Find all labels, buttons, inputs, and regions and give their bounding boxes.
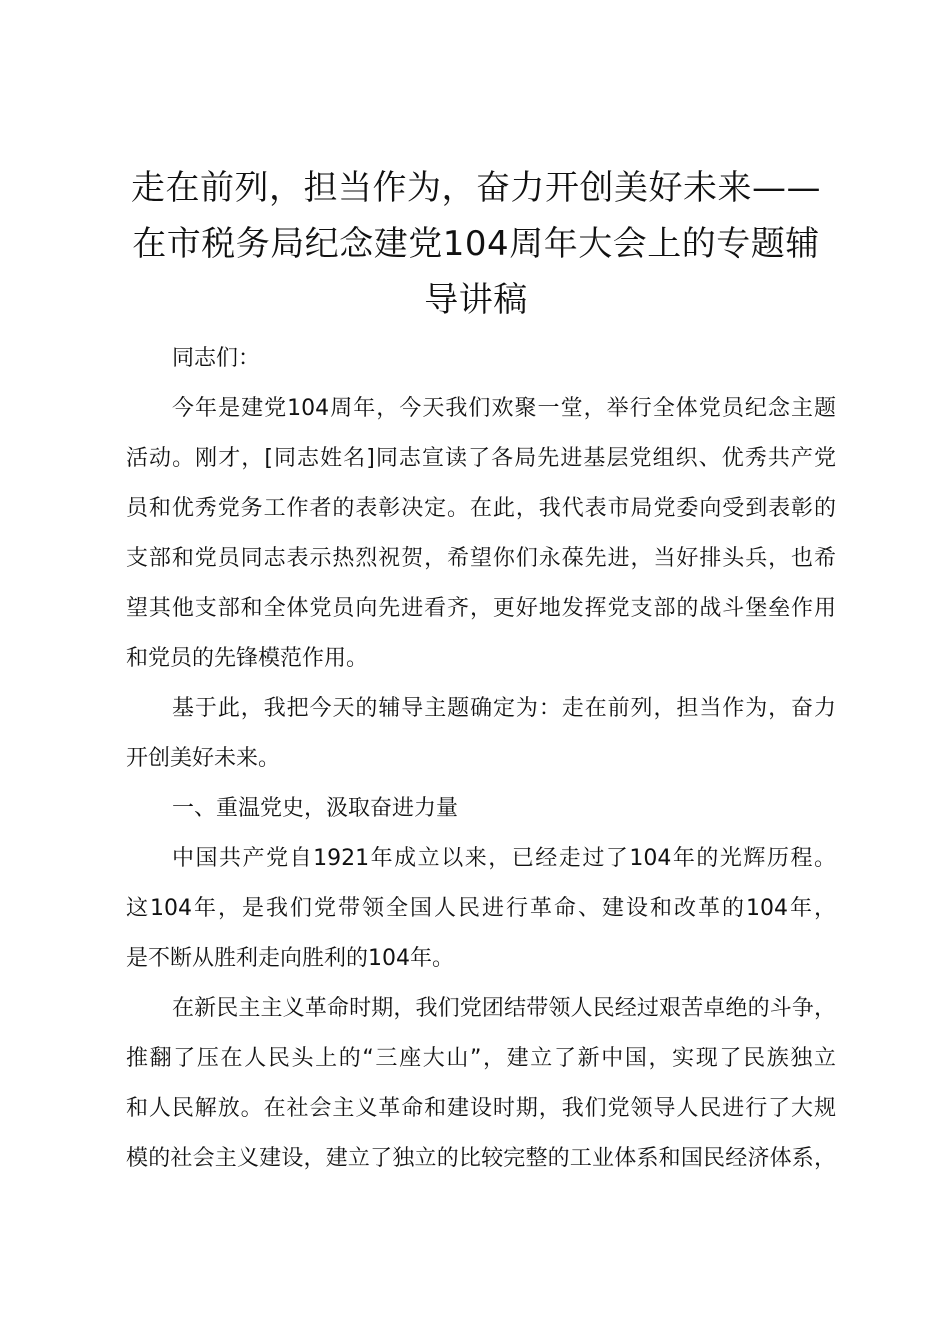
paragraph-line: 和党员的先锋模范作用。 bbox=[126, 646, 369, 671]
salutation: 同志们： bbox=[172, 346, 261, 371]
paragraph-line: 模的社会主义建设，建立了独立的比较完整的工业体系和国民经济体系， bbox=[126, 1146, 836, 1171]
paragraph bbox=[126, 984, 836, 1184]
paragraph bbox=[126, 834, 836, 984]
paragraph-line: 在新民主主义革命时期，我们党团结带领人民经过艰苦卓绝的斗争， bbox=[172, 996, 836, 1021]
section-heading: 一、重温党史，汲取奋进力量 bbox=[172, 796, 459, 821]
document-title bbox=[120, 160, 832, 328]
paragraph bbox=[126, 384, 836, 684]
title-line: 在市税务局纪念建党104周年大会上的专题辅 bbox=[132, 224, 820, 264]
paragraph-line: 员和优秀党务工作者的表彰决定。在此，我代表市局党委向受到表彰的 bbox=[126, 496, 836, 521]
paragraph-line: 和人民解放。在社会主义革命和建设时期，我们党领导人民进行了大规 bbox=[126, 1096, 836, 1121]
paragraph-line: 今年是建党104周年，今天我们欢聚一堂，举行全体党员纪念主题 bbox=[172, 396, 836, 421]
paragraph-line: 支部和党员同志表示热烈祝贺，希望你们永葆先进，当好排头兵，也希 bbox=[126, 546, 836, 571]
paragraph-line: 望其他支部和全体党员向先进看齐，更好地发挥党支部的战斗堡垒作用 bbox=[126, 596, 836, 621]
paragraph-line: 开创美好未来。 bbox=[126, 746, 281, 771]
document-body bbox=[126, 334, 836, 1184]
paragraph-line: 基于此，我把今天的辅导主题确定为：走在前列，担当作为，奋力 bbox=[172, 696, 836, 721]
paragraph-line: 这104年，是我们党带领全国人民进行革命、建设和改革的104年， bbox=[126, 896, 837, 921]
title-line: 走在前列，担当作为，奋力开创美好未来—— bbox=[131, 168, 821, 208]
paragraph-line: 中国共产党自1921年成立以来，已经走过了104年的光辉历程。 bbox=[172, 846, 836, 871]
paragraph-line: 是不断从胜利走向胜利的104年。 bbox=[126, 946, 454, 971]
paragraph-line: 推翻了压在人民头上的“三座大山”，建立了新中国，实现了民族独立 bbox=[126, 1046, 836, 1071]
paragraph bbox=[126, 684, 836, 784]
paragraph-line: 活动。刚才，[同志姓名]同志宣读了各局先进基层党组织、优秀共产党 bbox=[126, 446, 836, 471]
title-line: 导讲稿 bbox=[424, 280, 528, 320]
